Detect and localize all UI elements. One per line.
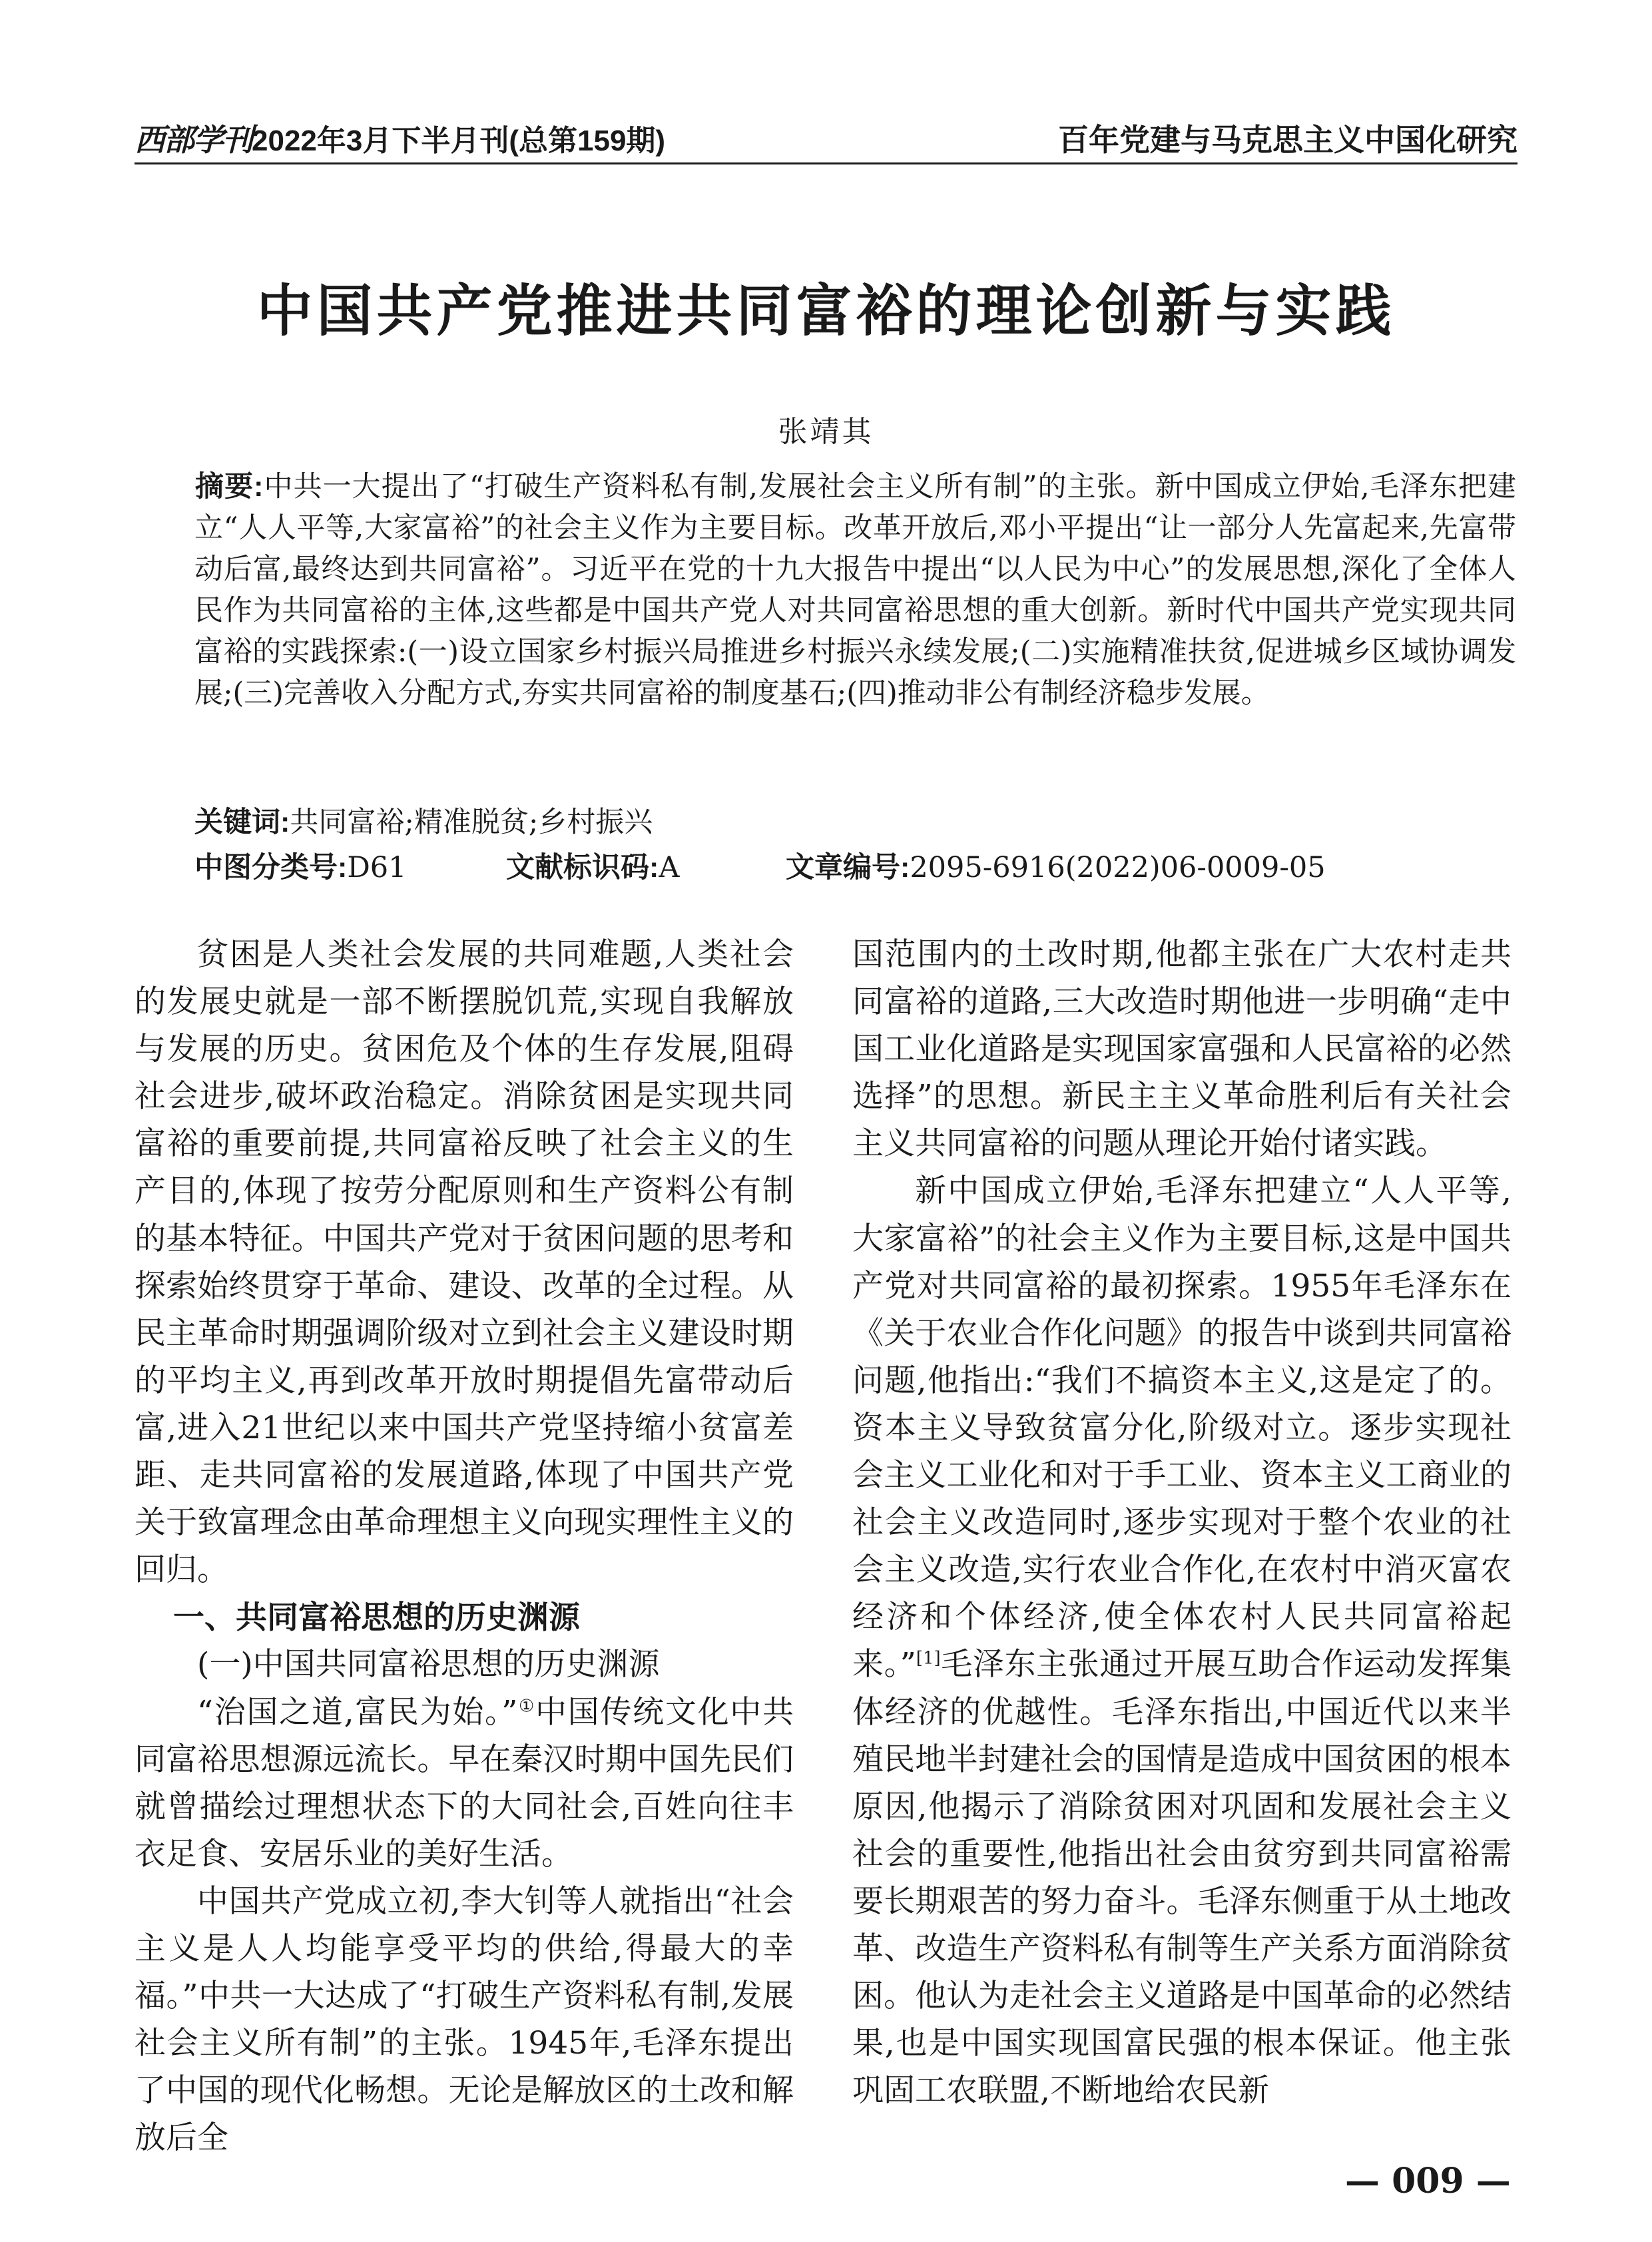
paragraph-mao-text-a: 新中国成立伊始,毛泽东把建立“人人平等,大家富裕”的社会主义作为主要目标,这是中国共产党对共同富裕的最初探索。1955年毛泽东在《关于农业合作化问题》的报告中谈到共同富裕问题,他指出:“我们不搞资本主义,这是定了的。资本主义导致贫富分化,阶级对立。逐步实现社会主义工业化和对于手工业、资本主义工商业的社会主义改造同时,逐步实现对于整个农业的社会主义改造,实行农业合作化,在农村中消灭富农经济和个体经济,使全体农村人民共同富裕起来。”	[852, 1173, 1512, 1683]
article-title: 中国共产党推进共同富裕的理论创新与实践	[256, 278, 1396, 344]
running-header	[135, 111, 1517, 157]
keywords-label: 关键词:	[194, 806, 290, 838]
article-number-label: 文章编号:	[786, 852, 910, 884]
journal-logo: 西部学刊	[135, 122, 252, 158]
abstract	[194, 466, 1516, 714]
body-column-right	[852, 931, 1512, 2114]
article-number-value: 2095-6916(2022)06-0009-05	[910, 851, 1326, 884]
subsection-heading-1-1: (一)中国共同富裕思想的历史渊源	[197, 1646, 660, 1683]
doc-label: 文献标识码:	[506, 852, 659, 884]
clc-label: 中图分类号:	[194, 852, 348, 884]
reference-marker: [1]	[916, 1648, 941, 1669]
article-author: 张靖其	[778, 415, 874, 449]
paragraph-mao	[852, 1167, 1512, 2114]
clc-value: D61	[347, 851, 407, 884]
section-heading-1: 一、共同富裕思想的历史渊源	[173, 1599, 580, 1635]
doc-code	[506, 847, 679, 888]
footnote-marker: ①	[517, 1695, 536, 1716]
keywords	[194, 802, 653, 843]
journal-issue	[135, 116, 665, 160]
body-column-left	[135, 931, 794, 2161]
header-divider	[135, 162, 1517, 164]
clc-number	[194, 847, 407, 888]
paragraph-history-text: 中国传统文化中共同富裕思想源远流长。早在秦汉时期中国先民们就曾描绘过理想状态下的大同社会,百姓向往丰衣足食、安居乐业的美好生活。	[135, 1693, 794, 1872]
issue-label: 2022年3月下半月刊(总第159期)	[252, 125, 666, 157]
column-title: 百年党建与马克思主义中国化研究	[1058, 123, 1517, 157]
paragraph-intro: 贫困是人类社会发展的共同难题,人类社会的发展史就是一部不断摆脱饥荒,实现自我解放与发展的历史。贫困危及个体的生存发展,阻碍社会进步,破坏政治稳定。消除贫困是实现共同富裕的重要前提,共同富裕反映了社会主义的生产目的,体现了按劳分配原则和生产资料公有制的基本特征。中国共产党对于贫困问题的思考和探索始终贯穿于革命、建设、改革的全过程。从民主革命时期强调阶级对立到社会主义建设时期的平均主义,再到改革开放时期提倡先富带动后富,进入21世纪以来中国共产党坚持缩小贫富差距、走共同富裕的发展道路,体现了中国共产党关于致富理念由革命理想主义向现实理性主义的回归。	[135, 936, 794, 1589]
page-number: — 009 —	[1345, 2161, 1511, 2201]
paragraph-land-reform: 国范围内的土改时期,他都主张在广大农村走共同富裕的道路,三大改造时期他进一步明确“走中国工业化道路是实现国家富强和人民富裕的必然选择”的思想。新民主主义革命胜利后有关社会主义共同富裕的问题从理论开始付诸实践。	[852, 936, 1512, 1163]
paragraph-party-founding: 中国共产党成立初,李大钊等人就指出“社会主义是人人均能享受平均的供给,得最大的幸福。”中共一大达成了“打破生产资料私有制,发展社会主义所有制”的主张。1945年,毛泽东提出了中国的现代化畅想。无论是解放区的土改和解放后全	[135, 1882, 794, 2157]
abstract-label: 摘要:	[194, 471, 264, 503]
paragraph-mao-text-b: 毛泽东主张通过开展互助合作运动发挥集体经济的优越性。毛泽东指出,中国近代以来半殖民地半封建社会的国情是造成中国贫困的根本原因,他揭示了消除贫困对巩固和发展社会主义社会的重要性,他指出社会由贫穷到共同富裕需要长期艰苦的努力奋斗。毛泽东侧重于从土地改革、改造生产资料私有制等生产关系方面消除贫困。他认为走社会主义道路是中国革命的必然结果,也是中国实现国富民强的根本保证。他主张巩固工农联盟,不断地给农民新	[852, 1646, 1512, 2109]
abstract-text: 中共一大提出了“打破生产资料私有制,发展社会主义所有制”的主张。新中国成立伊始,毛泽东把建立“人人平等,大家富裕”的社会主义作为主要目标。改革开放后,邓小平提出“让一部分人先富起来,先富带动后富,最终达到共同富裕”。习近平在党的十九大报告中提出“以人民为中心”的发展思想,深化了全体人民作为共同富裕的主体,这些都是中国共产党人对共同富裕思想的重大创新。新时代中国共产党实现共同富裕的实践探索:(一)设立国家乡村振兴局推进乡村振兴永续发展;(二)实施精准扶贫,促进城乡区域协调发展;(三)完善收入分配方式,夯实共同富裕的制度基石;(四)推动非公有制经济稳步发展。	[194, 470, 1516, 710]
paragraph-history	[135, 1689, 794, 1878]
quote-text: “治国之道,富民为始。”	[197, 1693, 518, 1731]
article-number	[786, 847, 1326, 888]
keywords-text: 共同富裕;精准脱贫;乡村振兴	[290, 806, 653, 839]
doc-value: A	[659, 851, 680, 884]
